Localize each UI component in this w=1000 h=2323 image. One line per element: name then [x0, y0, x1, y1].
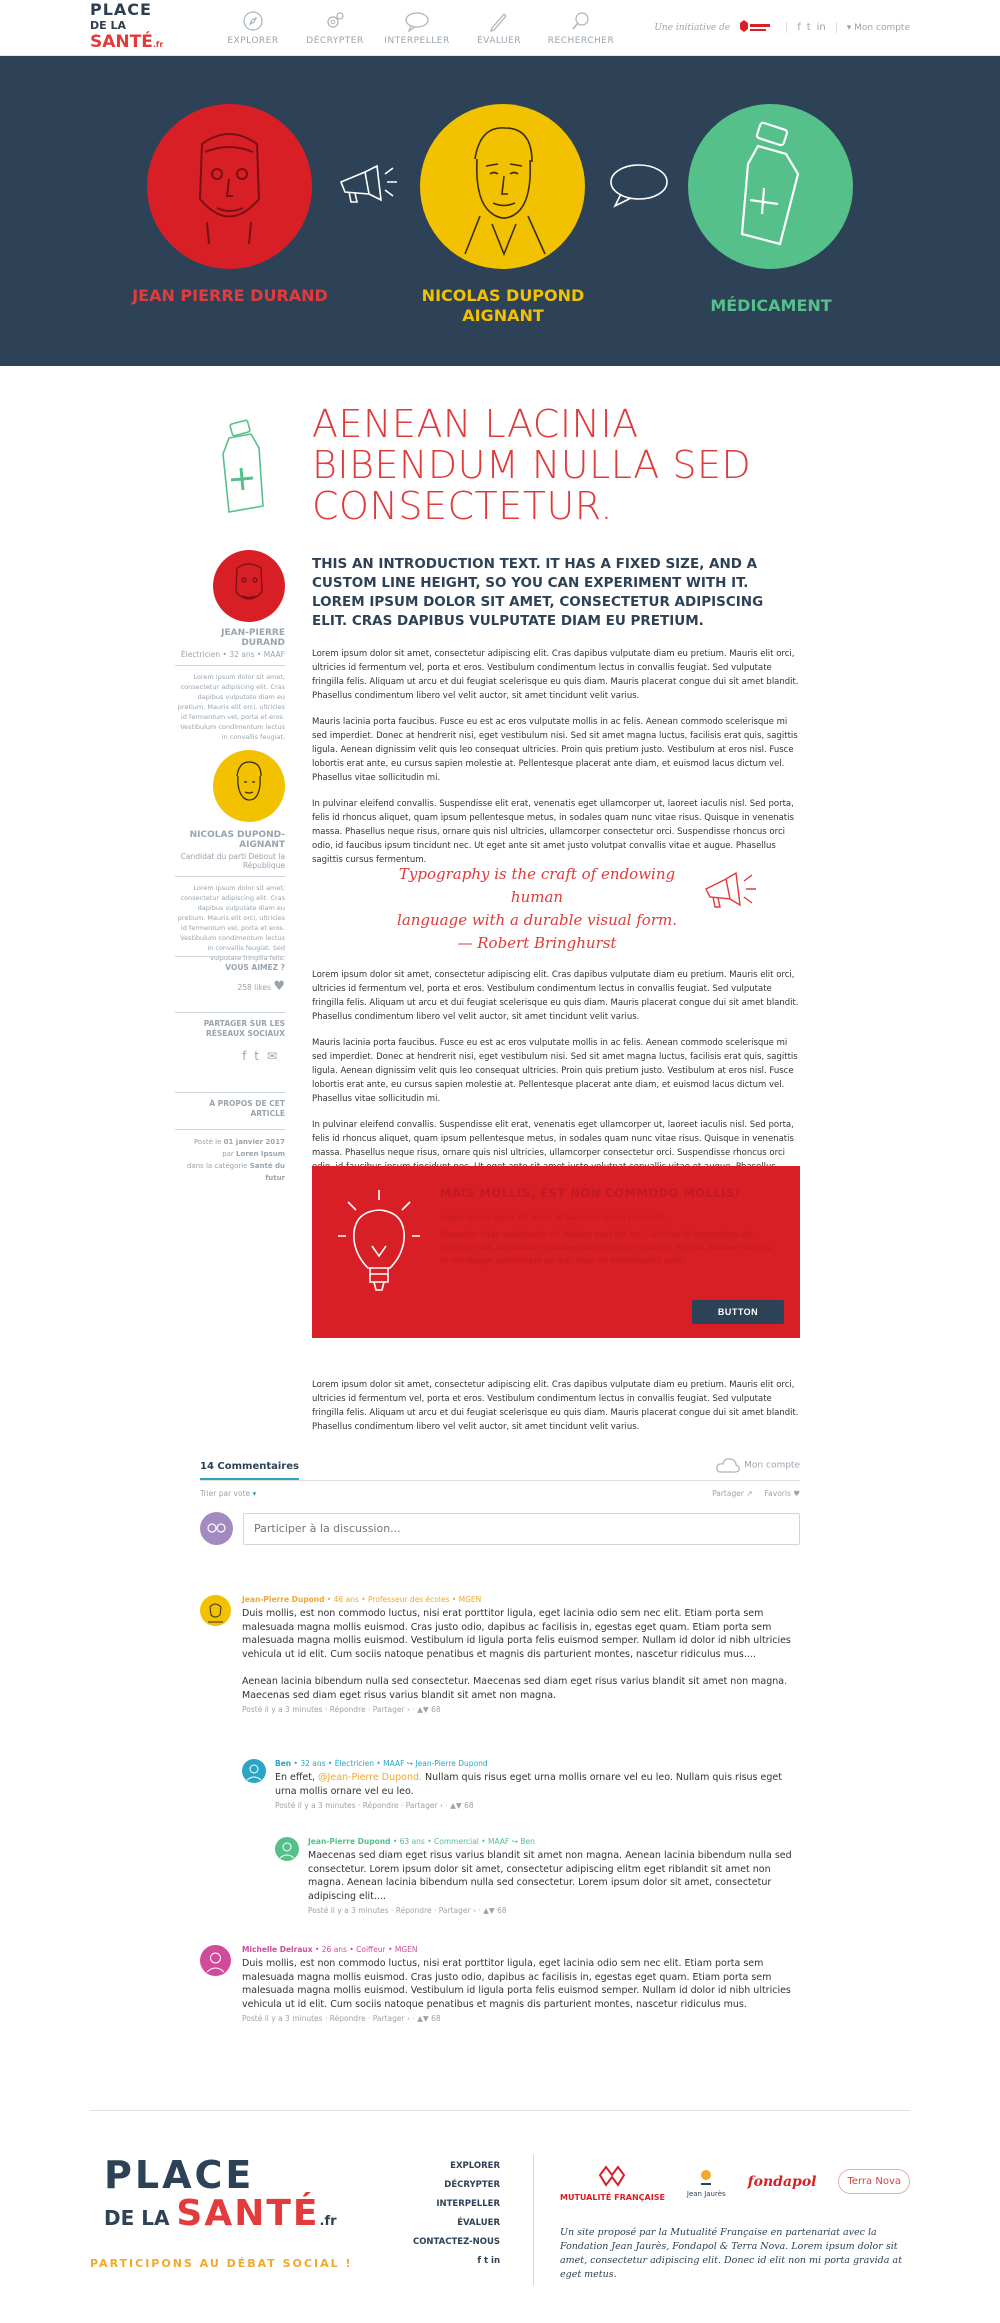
footer-divider — [533, 2155, 534, 2285]
footer-logo-sante: SANTÉ — [176, 2193, 320, 2234]
hero-banner — [0, 56, 1000, 366]
comments-account-label: Mon compte — [744, 1460, 800, 1471]
speech-bubble-icon — [605, 160, 671, 210]
likes-count: 258 likes — [237, 983, 271, 992]
account-label: Mon compte — [854, 22, 910, 33]
partner-terranova[interactable]: Terra Nova — [838, 2169, 910, 2194]
quote-line-1: Typography is the craft of endowing human — [398, 865, 676, 906]
cta-subtitle: Lorem ipsum dolor sit amet, id faucibus ipsum tincidunt. — [440, 1213, 667, 1222]
facebook-icon[interactable]: f — [797, 22, 801, 33]
author-2-info — [175, 830, 285, 963]
author-avatar-2[interactable] — [213, 750, 285, 822]
twitter-icon[interactable]: t — [806, 22, 811, 33]
nav-label: EXPLORER — [227, 35, 279, 46]
author-2-role: Candidat du parti Debout la République — [180, 852, 285, 870]
comment-avatar[interactable] — [242, 1759, 266, 1783]
nav-evaluer[interactable] — [458, 10, 540, 46]
medicine-bottle-icon — [213, 418, 273, 518]
site-footer — [90, 2110, 910, 2323]
divider — [175, 1129, 285, 1130]
article-paragraph: In pulvinar eleifend convallis. Suspendisse elit erat, venenatis eget ullamcorper ut, laoreet iaculis nisl. Sed porta, felis id rhoncus aliquet, quam ipsum pellentesque metus, in sodales quam nunc vitae risus. Quisque in venenatis massa. Phasellus neque risus, ornare quis nisl ultricies, ullamcorper consectetur orci. Suspendisse rhoncus orci odio, id faucibus ipsum tincidunt nec. Ut eget ante sit amet justo volutpat convallis vitae et augue. Phasellus sagittis cursus fermentum. — [312, 799, 794, 865]
twitter-share-icon[interactable]: t — [254, 1049, 267, 1063]
speech-bubble-icon — [404, 10, 430, 32]
gears-icon — [324, 10, 346, 32]
quote-text — [372, 863, 702, 955]
comment-actions[interactable]: Posté il y a 3 minutes · Répondre · Partager › · ▲▼ 68 — [308, 1906, 507, 1915]
comment-meta — [275, 1759, 800, 1768]
partner-mutualite[interactable] — [560, 2161, 665, 2202]
mutualite-logo-icon — [592, 2161, 632, 2191]
twitter-icon[interactable]: t — [483, 2256, 489, 2266]
footer-social — [390, 2252, 500, 2271]
author-2-bio: Lorem ipsum dolor sit amet, consectetur adipiscing elit. Cras dapibus vulputate diam eu pretium. Mauris elit orci, ultricies id fermentum vel, porta et eros. Vestibulum condimentum lectus in convallis feugiat. Sed vulputate fringilla felis. — [177, 884, 285, 962]
author-2-name[interactable]: NICOLAS DUPOND-AIGNANT — [189, 830, 285, 850]
heart-icon: ♥ — [793, 1489, 800, 1498]
comments-account[interactable] — [715, 1456, 800, 1480]
comment-mention[interactable]: @Jean-Pierre Dupond. — [318, 1772, 423, 1783]
author-avatar-1[interactable] — [213, 550, 285, 622]
cta-box — [312, 1166, 800, 1338]
search-icon — [570, 10, 592, 32]
partner-jaures[interactable] — [687, 2166, 726, 2198]
mutualite-logo-icon[interactable] — [736, 19, 772, 37]
portrait-sketch-icon — [200, 1595, 231, 1626]
posted-date: 01 janvier 2017 — [223, 1138, 285, 1146]
footer-logo-line-1: PLACE — [104, 2153, 255, 2197]
share-label: Partager — [712, 1489, 744, 1498]
footer-tagline: PARTICIPONS AU DÉBAT SOCIAL ! — [90, 2257, 353, 2270]
comment-author[interactable]: Ben — [275, 1759, 292, 1768]
portrait-sketch-icon — [213, 750, 285, 822]
comment-author[interactable]: Michelle Delraux — [242, 1945, 313, 1954]
share-arrow-icon: ↗ — [746, 1489, 753, 1498]
footer-links — [390, 2157, 500, 2271]
divider — [175, 1092, 285, 1093]
user-icon — [242, 1759, 266, 1783]
logo-sante: SANTÉ — [90, 32, 153, 52]
comment-actions[interactable]: Posté il y a 3 minutes · Répondre · Partager › · ▲▼ 68 — [275, 1801, 474, 1810]
category-prefix: dans la catégorie — [186, 1162, 248, 1170]
comment-author-details: • 26 ans • Coiffeur • MGEN — [314, 1945, 418, 1954]
comment-meta — [308, 1837, 800, 1846]
nav-label: DÉCRYPTER — [306, 35, 364, 46]
site-logo[interactable] — [90, 2, 190, 53]
footer-link-explorer[interactable]: EXPLORER — [450, 2161, 500, 2171]
comment-actions[interactable]: Posté il y a 3 minutes · Répondre · Partager › · ▲▼ 68 — [242, 2014, 441, 2023]
portrait-sketch-icon — [420, 104, 585, 269]
logo-suffix: .fr — [152, 40, 164, 49]
category-link[interactable]: Santé du futur — [249, 1162, 285, 1182]
share-label: PARTAGER SUR LES RÉSEAUX SOCIAUX — [203, 1019, 285, 1038]
author-1-info — [175, 628, 285, 742]
footer-text: Un site proposé par la Mutualité Française en partenariat avec la Fondation Jean Jaurès, Fondapol & Terra Nova. Lorem ipsum dolor sit amet, consectetur adipiscing elit. Donec id elit non mi porta gravida at eget metus. — [560, 2227, 902, 2280]
posted-prefix: Posté le — [193, 1138, 222, 1146]
medicine-bottle-icon — [688, 104, 853, 269]
footer-link-interpeller[interactable]: INTERPELLER — [436, 2199, 500, 2209]
current-user-avatar — [200, 1512, 233, 1545]
partner-fondapol[interactable]: fondapol — [747, 2173, 817, 2190]
nav-explorer[interactable] — [212, 10, 294, 46]
comment-avatar[interactable] — [200, 1595, 231, 1626]
pull-quote — [312, 859, 800, 952]
comment-item — [275, 1759, 800, 1810]
logo-line-1: PLACE — [90, 0, 152, 19]
heart-icon: ♥ — [273, 979, 285, 994]
comments-count[interactable]: 14 Commentaires — [200, 1461, 299, 1480]
comment-body: Duis mollis, est non commodo luctus, nisi erat porttitor ligula, eget lacinia odio sem nec elit. Etiam porta sem malesuada magna mollis euismod. Cras justo odio, dapibus ac facilisis in, egestas eget quam. Etiam porta sem malesuada magna mollis euismod. Vestibulum id ligula porta felis euismod semper. Nullam id dolor id nibh ultricies vehicula ut id elit. Cum sociis natoque penatibus et magnis dis parturient montes, nascetur ridiculus mus. — [242, 1958, 791, 2010]
divider — [175, 956, 285, 957]
partner-jaures-label: Jean Jaurès — [686, 2189, 726, 2198]
quote-line-2: language with a durable visual form. — [397, 911, 677, 929]
person-sketch-icon — [147, 104, 312, 269]
likes-block — [175, 950, 285, 994]
article-paragraph: Lorem ipsum dolor sit amet, consectetur adipiscing elit. Cras dapibus vulputate diam eu pretium. Mauris elit orci, ultricies id fermentum vel, porta et eros. Vestibulum condimentum lectus in convallis feugiat. Sed vulputate fringilla felis. Aliquam ut arcu et dui feugiat scelerisque eu quis diam. Mauris placerat congue dui sit amet blandit. Phasellus condimentum libero vel velit auctor, sit amet tincidunt velit varius. — [312, 649, 799, 701]
top-header — [0, 0, 1000, 56]
pencil-icon — [488, 10, 510, 32]
comment-avatar[interactable] — [275, 1837, 299, 1861]
footer-link-contact[interactable]: CONTACTEZ-NOUS — [412, 2237, 500, 2247]
author-1-name[interactable]: JEAN-PIERRE DURAND — [221, 628, 285, 648]
author-1-role: Électricien • 32 ans • MAAF — [180, 650, 285, 659]
comment-avatar[interactable] — [200, 1945, 231, 1976]
user-icon — [275, 1837, 299, 1861]
account-link[interactable]: ▾ Mon compte — [846, 22, 910, 33]
quote-author: — Robert Bringhurst — [457, 934, 617, 952]
person-sketch-icon — [213, 550, 285, 622]
footer-logo[interactable] — [104, 2153, 337, 2234]
header-social — [786, 22, 837, 33]
hero-center-name: NICOLAS DUPOND AIGNANT — [421, 286, 585, 325]
comment-item — [242, 1595, 800, 1714]
compass-icon — [242, 10, 264, 32]
comment-meta — [242, 1945, 800, 1954]
initiative-label: Une initiative de — [654, 22, 731, 33]
article-main — [312, 404, 800, 867]
main-nav — [212, 10, 622, 46]
nav-label: INTERPELLER — [384, 35, 450, 46]
user-icon — [200, 1945, 231, 1976]
comment-author[interactable]: Jean-Pierre Dupond — [242, 1595, 325, 1604]
facebook-share-icon[interactable]: f — [242, 1049, 255, 1063]
article-intro: THIS AN INTRODUCTION TEXT. IT HAS A FIXED SIZE, AND A CUSTOM LINE HEIGHT, SO YOU CAN EXPERIMENT WITH IT. LOREM IPSUM DOLOR SIT AMET, CONSECTETUR ADIPISCING ELIT. CRAS DAPIBUS VULPUTATE DIAM EU PRETIUM. — [312, 556, 764, 629]
cta-text: Phasellus vitae sollicitudin mi. Nullam eget elit orci, ultricies id fermentum vel, porta et eros. Vestibulum condimentum lectus in convallis feugiat. Aliquam ut arcu et dui feugiat scelerisque eu quis diam sit amet blandit ante. — [440, 1230, 773, 1265]
comment-body-text: Nullam quis risus eget urna mollis ornare vel eu leo. Nullam quis risus eget urna mollis ornare vel eu leo. — [275, 1772, 782, 1797]
header-right — [654, 19, 910, 37]
share-button[interactable] — [712, 1489, 753, 1498]
comment-item — [308, 1837, 800, 1915]
comment-body: Aenean lacinia bibendum nulla sed consectetur. Maecenas sed diam eget risus varius blandit sit amet non magna. Maecenas sed diam eget risus varius blandit sit amet non magna. — [242, 1676, 788, 1701]
nav-label: RECHERCHER — [547, 35, 615, 46]
linkedin-icon[interactable]: in — [491, 2256, 500, 2266]
nav-decrypter[interactable] — [294, 10, 376, 46]
article-paragraph: Lorem ipsum dolor sit amet, consectetur adipiscing elit. Cras dapibus vulputate diam eu pretium. Mauris elit orci, ultricies id fermentum vel, porta et eros. Vestibulum condimentum lectus in convallis feugiat. Sed vulputate fringilla felis. Aliquam ut arcu et dui feugiat scelerisque eu quis diam. Mauris placerat congue dui sit amet blandit. Phasellus condimentum libero vel velit auctor, sit amet tincidunt velit varius. — [312, 1380, 799, 1432]
divider — [175, 876, 285, 877]
divider — [175, 665, 285, 666]
article-title: AENEAN LACINIA BIBENDUM NULLA SED CONSECTETUR. — [312, 402, 752, 528]
article-paragraph: Mauris lacinia porta faucibus. Fusce eu est ac eros vulputate mollis in ac felis. Aenean commodo scelerisque mi sed imperdiet. Donec at hendrerit nisi, eget vestibulum nisi. Sed sit amet magna luctus, facilisis erat quis, sagittis ligula. Aenean dignissim velit quis leo consequat ultricies. Proin quis pretium justo. Vestibulum at eros nisl. Fusce lobortis erat ante, eu cursus sapien molestie at. Pellentesque placerat ante diam, et euismod lacus dictum vel. Phasellus vitae sollicitudin mi. — [312, 1038, 798, 1104]
comment-meta — [242, 1595, 800, 1604]
footer-link-evaluer[interactable]: ÉVALUER — [457, 2218, 500, 2228]
article-paragraph: Lorem ipsum dolor sit amet, consectetur adipiscing elit. Cras dapibus vulputate diam eu pretium. Mauris elit orci, ultricies id fermentum vel, porta et eros. Vestibulum condimentum lectus in convallis feugiat. Sed vulputate fringilla felis. Aliquam ut arcu et dui feugiat scelerisque eu quis diam. Mauris placerat congue dui sit amet blandit. Phasellus condimentum libero vel velit auctor, sit amet tincidunt velit varius. — [312, 970, 799, 1022]
logo-line-2 — [90, 18, 190, 53]
post-meta — [175, 1136, 285, 1184]
comments-toolbar — [200, 1489, 800, 1498]
divider — [175, 1012, 285, 1013]
footer-logo-suffix: .fr — [319, 2214, 337, 2229]
comments-section — [200, 1455, 800, 2023]
article — [0, 366, 1000, 1446]
nav-interpeller[interactable] — [376, 10, 458, 46]
comment-body — [275, 1771, 800, 1798]
footer-logo-de-la: DE LA — [104, 2206, 170, 2230]
user-glasses-icon — [200, 1512, 233, 1545]
jaures-logo-icon — [695, 2166, 717, 2188]
likes-row[interactable] — [175, 979, 285, 994]
comment-body: Maecenas sed diam eget risus varius blandit sit amet non magna. Aenean lacinia bibendum nulla sed consectetur. Lorem ipsum dolor sit amet, consectetur adipiscing elitm eget riblandit sit amet non magna. Aenean lacinia bibendum nulla sed consectetur. Lorem ipsum dolor sit amet, consectetur adipiscing elit.... — [308, 1850, 792, 1902]
favorite-button[interactable] — [765, 1489, 800, 1498]
sort-dropdown[interactable] — [200, 1489, 256, 1498]
hero-right-name: MÉDICAMENT — [710, 296, 832, 315]
posted-by-prefix: par — [222, 1150, 234, 1158]
footer-link-decrypter[interactable]: DÉCRYPTER — [444, 2180, 500, 2190]
hero-left-name: JEAN PIERRE DURAND — [132, 286, 328, 305]
logo-de-la: DE LA — [90, 19, 126, 32]
comment-body: Duis mollis, est non commodo luctus, nisi erat porttitor ligula, eget lacinia odio sem nec elit. Etiam porta sem malesuada magna mollis euismod. Cras justo odio, dapibus ac facilisis in, egestas eget quam. Etiam porta sem malesuada magna mollis euismod. Vestibulum id ligula porta felis euismod semper. Nullam id dolor id nibh ultricies vehicula ut id elit. Cum sociis natoque penatibus et magnis dis parturient montes, nascetur ridiculus mus.... — [242, 1608, 791, 1660]
comment-item — [242, 1945, 800, 2023]
comment-author[interactable]: Jean-Pierre Dupond — [308, 1837, 391, 1846]
likes-label: VOUS AIMEZ ? — [225, 963, 285, 972]
nav-label: ÉVALUER — [476, 35, 522, 46]
comment-author-details: • 63 ans • Commercial • MAAF ↪ Ben — [392, 1837, 535, 1846]
cta-title: MAIS MOLLIS, EST NON COMMODO MOLLIS! — [440, 1186, 741, 1200]
article-closing — [312, 1366, 800, 1434]
megaphone-icon — [335, 160, 399, 208]
hero-person-left[interactable] — [147, 104, 312, 269]
comment-author-details: • 32 ans • Électricien • MAAF ↪ Jean-Pierre Dupond — [293, 1759, 488, 1768]
linkedin-icon[interactable]: in — [816, 22, 826, 33]
partner-mutualite-label: MUTUALITÉ FRANÇAISE — [560, 2193, 665, 2202]
new-comment-row — [200, 1512, 800, 1545]
partner-logos — [560, 2161, 910, 2202]
lightbulb-icon — [334, 1186, 424, 1316]
comments-header — [200, 1455, 800, 1481]
chevron-down-icon: ▾ — [252, 1489, 257, 1498]
sort-label: Trier par vote — [200, 1489, 251, 1498]
megaphone-icon — [702, 867, 758, 913]
about-block — [175, 1086, 285, 1184]
nav-rechercher[interactable] — [540, 10, 622, 46]
comment-author-details: • 46 ans • Professeur des écoles • MGEN — [326, 1595, 482, 1604]
facebook-icon[interactable]: f — [477, 2256, 482, 2266]
hero-topic-right[interactable] — [688, 104, 853, 269]
mail-share-icon[interactable]: ✉ — [266, 1049, 285, 1063]
cta-button[interactable]: BUTTON — [692, 1300, 784, 1324]
article-paragraph: Mauris lacinia porta faucibus. Fusce eu est ac eros vulputate mollis in ac felis. Aenean commodo scelerisque mi sed imperdiet. Donec at hendrerit nisi, eget vestibulum nisi. Sed sit amet magna luctus, facilisis erat quis, sagittis ligula. Aenean dignissim velit quis leo consequat ultricies. Proin quis pretium justo. Vestibulum at eros nisl. Fusce lobortis erat ante, eu cursus sapien molestie at. Pellentesque placerat ante diam, et euismod lacus dictum vel. Phasellus vitae sollicitudin mi. — [312, 717, 798, 783]
favorite-label: Favoris — [764, 1489, 791, 1498]
cloud-icon — [715, 1456, 741, 1474]
about-label: À PROPOS DE CET ARTICLE — [209, 1099, 285, 1118]
article-paragraph: In pulvinar eleifend convallis. Suspendisse elit erat, venenatis eget ullamcorper ut, laoreet iaculis nisl. Sed porta, felis id rhoncus aliquet, quam ipsum pellentesque metus, in sodales quam nunc vitae risus. Quisque in venenatis massa. Phasellus neque risus, ornare quis nisl ultricies, ullamcorper consectetur orci. Suspendisse rhoncus orci — [312, 1120, 794, 1158]
comment-input[interactable] — [243, 1513, 800, 1545]
comment-body-prefix: En effet, — [275, 1772, 319, 1783]
hero-person-center[interactable] — [420, 104, 585, 269]
posted-by[interactable]: Loren Ipsum — [236, 1150, 285, 1158]
share-icons — [175, 1049, 285, 1063]
article-continued — [312, 956, 800, 1188]
author-1-bio: Lorem ipsum dolor sit amet, consectetur adipiscing elit. Cras dapibus vulputate diam eu pretium. Mauris elit orci, ultricies id fermentum vel, porta et eros. Vestibulum condimentum lectus in convallis feugiat. — [177, 673, 285, 741]
comment-actions[interactable]: Posté il y a 3 minutes · Répondre · Partager › · ▲▼ 68 — [242, 1705, 441, 1714]
footer-logo-line-2 — [104, 2193, 337, 2234]
share-block — [175, 1006, 285, 1063]
